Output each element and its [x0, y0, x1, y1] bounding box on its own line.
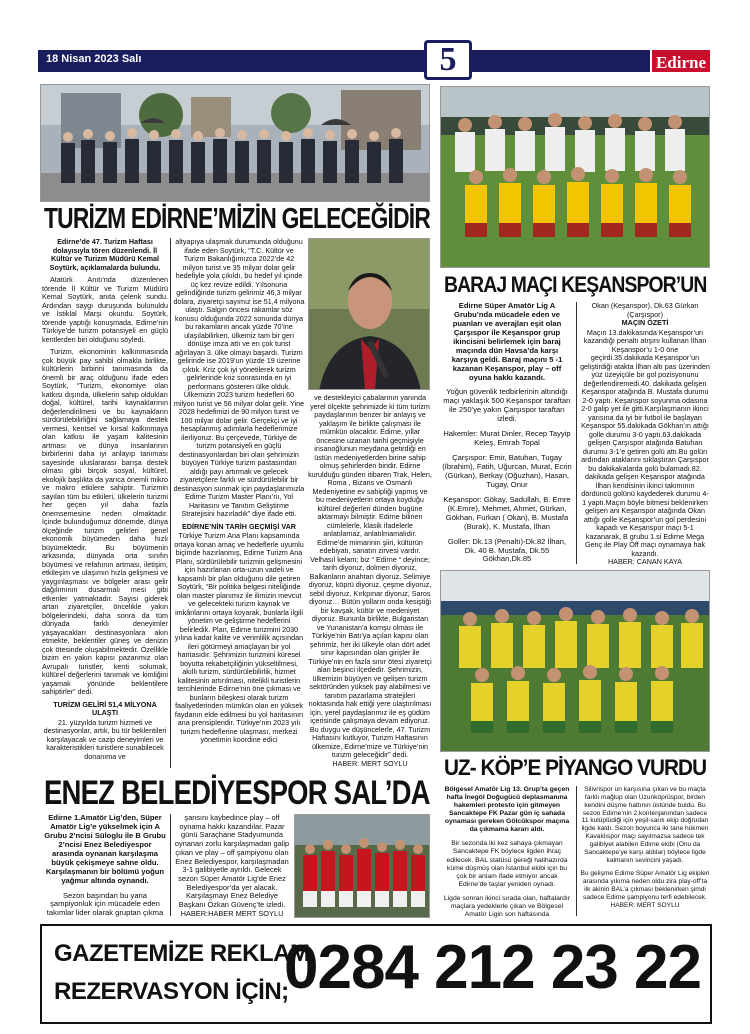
reservation-advertisement — [40, 924, 712, 1024]
article-uzkop-col2 — [580, 786, 710, 918]
paragraph: Maçın 13.dakikasında Keşanspor’un kazandığı penaltı atışını kullanan İlhan Keşanspor’u 1-0 öne geçirdi.35.dakikada Keşanspor’un geliştirdiği atakta İlhan altı pas üzerinden yüz üzeyiçüle bir gol pozisyonunu değerlendiremedi.40. dakikada gelişen Keşanspor atağında B. Mustafa durumu 2-0 yaptı. Keşanspor soyunma odasına 2-0 galip yet ile gitti.Karşılaşmanın ikinci yarısına da iyi bir futbol ile başlayan Keşanspor 55.dakikada Gökhan’ın attığı golle durumu 3-0 yaptı.63.dakikada gelişen Çarşıspor atağında Batuhan durumu 3-1’e getiren golü attı.Bu golün ardından ataklarını sıklaştıran Çarşıspor bu dakikakalarda golü bulamadı.82. dakikada gelişen Keşanspor atağında İlhan kendisinin ikinci takımının dördüncü golünü kaydederek durumu 4-1 yaptı.Maçın böyle bitmesi beklenirken gelişen ani Keşanspor atağında Okan attığı golle Keşanspor’un gol perdesini kapadı ve Keşanspor maçı 5-1 kazanarak, B grubu 1.si Edirne Mega Genç ile Play Off maçı oynamaya hak kazandı. — [580, 327, 710, 558]
lineup-carsispor: Çarşıspor: Emir, Batuhan, Tugay (İbrahim), Fatih, Uğurcan, Murat, Ecrin (Gürkan), Berkay (Oğuzhan), Hasan, Tugay, Onur — [442, 453, 572, 489]
paragraph: Bir sezonda iki kez sahaya çıkmayan Sancaktepe FK böylece ligden ihraç edilecek. BAL statüsü gereği halihazırda küme düşmüş olan İstanbul ekibi için bu çok bir anlam ifade etmiyor ancak Edirne’de taşlar yeniden oynadı. — [446, 840, 568, 888]
paragraph: Yoğun güvenlik tedbirlerinin altındığı maçı yaklaşık 500 Keşanspor taraftarı ile 250’ye yakın Çarşıspor taraftarı izledi. — [443, 387, 571, 424]
subheading: MAÇIN ÖZETİ — [621, 318, 669, 327]
subheading: EDİRNE’NİN TARİH GEÇMİŞİ VAR — [182, 521, 296, 531]
portrait-photo — [308, 238, 430, 390]
paragraph: şansını kaybedince play – off oynama hakkı kazandılar. Pazar günü Saraçhane Stadyumunda oynanan zorlu karşılaşmadan galip çıkan ve play – off şampiyonu olan Enez Belediyespor, karşılaşmadan 3-1 galibiyetle ayrıldı. Gelecek sezon Süper Amatör Lig’de Enez Belediyespor’da yer alacak. Karşılaşmayı Enez Belediye Başkanı Özkan Güvenç’te izledi. — [174, 814, 290, 910]
paragraph: Ligde sonran ikinci sırada olan, haftalardır maçlara yedeklerle çıkan ve Bölgesel Amatör Ligin son haftasında — [443, 894, 571, 918]
team-photo-image — [441, 87, 710, 268]
column-divider — [576, 302, 577, 564]
column-divider — [170, 814, 171, 916]
ad-line1: GAZETEMİZE REKLAM — [54, 940, 310, 967]
paragraph: ve destekleyici çabalarının yanında yerel ölçekte şehrimizde ki tüm turizm paydaşlarının benzer bir anlayış ve yaklaşım ile birlikte çalışması ile mümkün olacaktır. Edirne, yıllar öncesine uzanan tarihi geçmişiyle insanoğlunun meydana getirdiği en üstün medeniyetlerden birine sahip olmuş şehirlerden biridir. Edirne kurulduğu günden itibaren Trak, Helen, Roma , Bizans ve Osmanlı Medeniyetine ev sahipliği yapmış ve bu medeniyetlerin ortaya koyduğu kültürel değerleri dünden bugüne aktarmayı bilmiştir. Edirne bilinen cümlelerle, klasik ifadelerle anlatılamaz, anlatılmamalıdır. Edirne’de mimarinin şiiri, kültürün edebiyatı, sanatın zirvesi vardır. Velhasıl kelam; biz “ Edirne “ deyince; tarih diyoruz, dolmen diyoruz, Balkanların anahtarı diyoruz, Selimiye diyoruz, köprü diyoruz, çeşme diyoruz, sebil diyoruz, Kırkpınar diyoruz, Saros diyoruz… Bütün yolların onda kesiştiği bir kavşak, kültür ve medeniyet diyoruz. Bununla birlikte, Bulgaristan ve Yunanistan’a komşu olması ile Türkiye’nin Batı’ya açılan kapısı olan şehrimiz, her iki ülkeyle olan dört adet sınır kapısından olan girişler ile Türkiye’nin en fazla sınır ötesi ziyaretçi alan beşinci ilçededir. Şehrimizin, ülkemizin büyüyen ve gelişen turizm sektöründen yüksek pay alabilmesi ve tanıtım pazarlama stratejileri noktasında hak ettiği yere ulaştırılması için, yerel paydaşlarımız ile eş güdüm içerisinde çalışmaya devam ediyoruz. Bu duygu ve düşüncelerle, 47. Turizm Haftasını kutluyor, Turizm Haftasının ülkemize, Edirne’mize ve Türkiye’nin turizm geleceğidir” dedi. — [308, 394, 432, 759]
article-baraj-col1 — [442, 302, 572, 566]
column-divider — [170, 238, 171, 768]
team-photo-image — [441, 571, 710, 752]
article-baraj-col2 — [580, 302, 710, 566]
article-headline-tourism: TURİZM EDİRNE’MİZİN GELECEĞİDİR — [44, 203, 430, 235]
newspaper-logo: Edirne — [650, 48, 712, 74]
article-enez-col2 — [173, 814, 291, 918]
paragraph: Türkiye Turizm Ana Planı kapsamında ortaya konan amaç ve hedeflerle uyumlu biçimde hazırlanmış, Edirne Turizm Ana Planı, sürdürülebilir turizmin gelişmesini için hazırlanan orta-uzun vadeli ve kapsamlı bir plan olduğunu dile getiren Soytürk, “Bir politika belgesi niteliğinde olan master planımız ile ilimizin mevcut ve gelecekteki turizm kaynak ve imkânlarını ortaya koyarak, bunlarla ilgili yönetim ve geliştirme hedeflerini belirledik. Plan, Edirne turizmini 2030 yılına kadar kalite ve verimlilik açısından ileri götürmeyi amaçlayan bir yol haritasıdır. Şehrimizin turizmini küresel boyutta rekabetçiliğinin yükseltilmesi, akıllı turizm, sürdürülebilirlik, hizmet kalitesinin artırılması, nitelikli turistlerin tercihlerinde Edirne’nin öne çıkması ve bunların bileşkesi olarak turizm faaliyetlerinden mümkün olan en yüksek faydanın elde edilmesi bu yol haritasının ana prensipleridir. Türkiye’nin 2023 yılı turizm hedeflerine ulaşması, merkezi yönetimin koordine edici — [174, 531, 304, 744]
article-tourism-col2 — [173, 238, 305, 768]
ad-line2: REZERVASYON İÇİN; — [54, 978, 289, 1005]
paragraph: Atatürk Anıtı’nda düzenlenen törende İl Kültür ve Turizm Müdürü Kemal Soytürk, anıta çelenk sundu. Ardından saygı duruşunda bulunuldu ve İstiklal Marşı okundu. Soytürk, törende yaptığı konuşmada, Edirne’nin Türkiye’de turizm potansiyeli en güçlü kentlerden biri olduğunu söyledi. — [42, 275, 168, 344]
ceremony-photo — [40, 84, 430, 202]
paragraph: Sezon başından bu yana şampiyonluk için mücadele eden takımlar lider olarak gruptan çıkma — [46, 890, 164, 918]
ceremony-photo-image — [41, 85, 430, 202]
article-headline-enez: ENEZ BELEDİYESPOR SAL’DA — [44, 774, 430, 812]
ad-phone-number[interactable]: 0284 212 23 22 — [284, 933, 701, 1002]
article-lead: Bölgesel Amatör Lig 13. Grup’ta geçen hafta İnegöl Doğugücü deplasmanına hakemleri protesto için gitmeyen Sancaktepe FK Pazar gün iç sahada oynaması gereken Gölcükspor maçına da çıkmama kararı aldı. — [444, 786, 570, 834]
team-photo-kesanspor — [440, 86, 710, 268]
article-uzkop-col1 — [442, 786, 572, 918]
paragraph: 21. yüzyılda turizm hizmeti ve destinasyonlar, artık, bu tür beklentileri karşılayacak ve cazip deneyimleri ve karakteristikleri turistlere sunabilecek donanıma ve — [43, 717, 167, 761]
article-enez-col1 — [42, 814, 168, 918]
article-lead: Edirne’de 47. Turizm Haftası dolayısıyla tören düzenlendi. İl Kültür ve Turizm Müdürü Kemal Soytürk, açıklamalarda bulundu. — [49, 238, 161, 272]
article-tourism-col3 — [308, 394, 432, 769]
page-number: 5 — [424, 40, 472, 80]
article-lead: Edirne Süper Amatör Lig A Grubu’nda mücadele eden ve puanları ve averajları eşit olan Çarşıspor ile Keşanspor grup ikincisini belirlemek için baraj maçında dün Havsa’da karşı karşıya geldi. Baraj maçını 5 -1 kazanan Keşanspor, play – off oyuna hakkı kazandı. — [451, 302, 563, 382]
article-lead: Edirne 1.Amatör Lig’den, Süper Amatör Lig’e yükselmek için A Grubu 2’ncisi Süloglu ile B Grubu 2’ncisi Enez Belediyespor arasında oynanan karşılaşma büyük çekişmeye sahne oldu. Karşılaşmanın bir bölümü yoğun yağmur altında oynandı. — [44, 814, 166, 885]
paragraph: Silivrispor un karşısına çıkan ve bu maçta farklı mağlup olan Uzunköprüspor, birden kendini düşme hattının üstünde buldu. Bu sezon Edirne’nin 2.kontenjanından sadece 11 kulüplüdiği için yeşil-sarılı ekip doğrudan ligde kaldı. Sezon boyunca iki tane hükmen Kavaklıspor maçı sayılmazsa sadece tek galibiyet alabilen Edirne ekibi (Onu da Sancaktepe’ye karşı aldılar) böylece ligde kalmanın sevincini yaşadı. — [581, 786, 709, 864]
referees: Hakemler: Murat Dinler, Recep Tayyip Keleş, Emrah Topal — [443, 429, 571, 448]
paragraph: Turizm, ekonominin kalkınmasında çok büyük pay sahibi olmakla birlikte, kültürlerin birbirini tanımasında da önemli bir araç olduğunu ifade eden Soytürk, “Turizm, ekonomiye olan katkısı dışında, ülkelerin sahip oldukları doğal, kültürel, tarihi kaynaklarının değerlendirilmesi ve bu kaynakların sürdürülebilirliğini sağlamaya destek vermesi, kentsel ve kırsal kalkınmaya olan katkısı ile yaşam kalitesinin artması ve dünya insanlarının birbirlerini daha iyi anlayıp tanıması sayesinde uluslararası barışa destek olması gibi birçok sosyal, kültürel, ekolojik başlıkta da yarıca önemli mikro ve makro etkilere sahiptir. Turizmin sayılan tüm bu etkileri, ülkelerin turizmi her geçen yıl daha fazla önemsemesine neden olmaktadır. İçinde bulunduğumuz dönemde, dünya ölçeğinde turizm gelirleri genel ekonomik büyümeden daha hızlı büyümektedir. Bu büyümenin arkasında, dünyada orta sınıfın büyümesi ve refahının artması, iletişim, etkileşim ve ulaşımın hızla gelişmesi ve yaygınlaşması ve bölgeler arası gelir dağılımının dusarmalı mesi gibi etkenler yatmaktadır. Sayısı giderek artan ziyaretçiler, öncelikle yakın bölgelerindeki, daha sonra da tüm dünyada farklı deneyimler yaşayacakları destinasyonlara akın etmekte, beklentiler güneş ve denizin çok ötesinde oluşabilmektedir. Özellikle bizim en yakın kapısı pazarımız olan Avrupalı turistler, kenti solumak, kültürel değerlerini tanımak ve kimliğini yaşamak yönünde beklentilere sahiptirler” dedi. — [42, 347, 168, 696]
byline: HABER: CANAN KAYA — [607, 557, 683, 566]
byline: HABER: MERT SOYLU — [332, 758, 408, 768]
paragraph: Bu gelişme Edirne Süper Amatör Lig ekipleri arasında yıkıma neden oldu zira play-off’ta ilk akinin BAL’a çıkması beklenirken şimdi sadece Edirne şampiyonu terfi edebilecek. — [580, 870, 710, 901]
column-divider — [576, 786, 577, 916]
article-tourism-col1 — [42, 238, 168, 768]
portrait-photo-image — [309, 239, 430, 390]
goals-continued: Okan (Keşanspor), Dk.63 Gürkan (Çarşıspor) — [591, 302, 699, 319]
enez-team-photo-image — [295, 815, 430, 918]
article-headline-uzkop: UZ- KÖP’E PİYANGO VURDU — [444, 755, 707, 780]
issue-date: 18 Nisan 2023 Salı — [46, 53, 142, 65]
enez-team-photo — [294, 814, 430, 918]
paragraph: altyapıya ulaşmak durumunda olduğunu ifade eden Soytürk, “T.C. Kültür ve Turizm Bakanlığımızca 2022’de 42 milyon turist ve 35 milyar dolar gelir hedefiyle yola çıkıldı, bu hedef yıl içinde üç kez revize edildi. Yılsonuna gelindiğinde turizm gelirimiz 46,3 milyar dolara, ziyaretçi sayımız ise 51,4 milyona ulaştı. Salgın öncesi rakamlar söz konusu olduğunda 2022 sonunda dünya bu rakamların ancak yüzde 70’ine ulaşılabilirken, ülkemiz tam bir geri dönüşe imza attı ve en çok turist ağırlayan 3. ülke olmayı başardı. Turizm gelirinde ise 2019’un yüzde 19 üzerine çıktık. Kriz çok iyi yönetilerek turizm gelirlerinde kriz sonrasında en iyi performans gösteren ülke olduk. Ülkemizin 2023 turizm hedefleri 60 milyon turist ve 56 milyar dolar gelir. Yine 2028 hedefimizi de 90 milyon turist ve 100 milyar dolar gelir. Gerçekçi ve iyi hesaplanmış adımlarla hedeflerimize ilerliyoruz. Bu çerçevede, Türkiye de turizm potansiyeli en güçlü destinasyonlardan biri olan şehrimizin büyüyen Türkiye turizm pastasından aldığı payı artırmak ve gelecek ziyaretçilere farklı ve sürdürülebilir bir destinasyon sunmak için paydaşlarımızla Edirne Turizm Master Planı’nı, Yol Haritasını ve Tanıtım Geliştirme Stratejisini hazırladık” diye ifade etti. — [173, 238, 305, 518]
byline: HABER:HABER MERT SOYLU — [180, 908, 284, 918]
article-headline-baraj: BARAJ MAÇI KEŞANSPOR’UN — [444, 272, 707, 297]
lineup-kesanspor: Keşanspor: Gökay, Sadullah, B. Emre (K.Emre), Mehmet, Ahmet, Gürkan, Gökhan, Furkan ( Okan), B. Mustafa (Burak), K. Mustafa, İlhan — [443, 494, 571, 531]
goals: Goller: Dk.13 (Penaltı)-Dk.82 İlhan, Dk. 40 B. Mustafa, Dk.55 Gökhan,Dk.85 — [447, 536, 567, 564]
byline: HABER: MERT SOYLU — [610, 901, 680, 909]
subheading: TURİZM GELİRİ 51,4 MİLYONA ULAŞTI — [53, 699, 157, 717]
team-photo-uzunkopru — [440, 570, 710, 752]
page-header — [38, 40, 712, 80]
